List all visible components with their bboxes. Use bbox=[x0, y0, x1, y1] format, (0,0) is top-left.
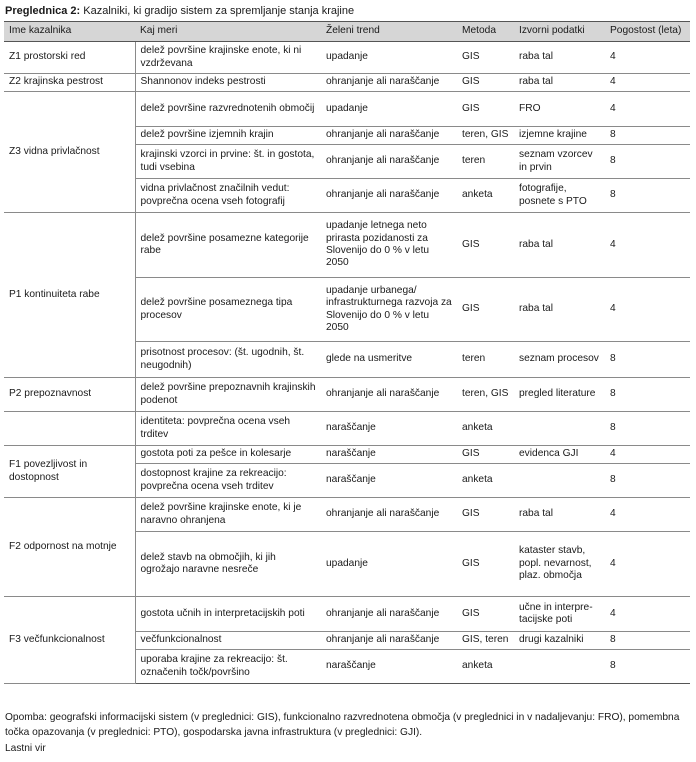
frequency-cell: 4 bbox=[605, 498, 690, 532]
table-row bbox=[4, 378, 690, 412]
indicators-table bbox=[4, 21, 690, 684]
measure-cell: delež površine razvrednotenih območij bbox=[135, 92, 321, 127]
method-cell: GIS bbox=[457, 597, 514, 632]
method-cell: anketa bbox=[457, 464, 514, 498]
table-row bbox=[4, 42, 690, 74]
method-cell: GIS bbox=[457, 74, 514, 92]
measure-cell: Shannonov indeks pestrosti bbox=[135, 74, 321, 92]
table-row bbox=[4, 74, 690, 92]
source-cell: seznam procesov bbox=[514, 342, 605, 378]
indicator-name: F2 odpornost na motnje bbox=[4, 498, 135, 597]
measure-cell: identiteta: povprečna ocena vseh trditev bbox=[135, 412, 321, 446]
trend-cell: ohranjanje ali naraščanje bbox=[321, 597, 457, 632]
measure-cell: delež stavb na območjih, ki jih ogrožajo naravne nesreče bbox=[135, 532, 321, 597]
measure-cell: gostota učnih in interpretacijskih poti bbox=[135, 597, 321, 632]
indicator-name: Z2 krajinska pestrost bbox=[4, 74, 135, 92]
method-cell: teren, GIS bbox=[457, 127, 514, 145]
trend-cell: naraščanje bbox=[321, 446, 457, 464]
measure-cell: prisotnost procesov: (št. ugodnih, št. neugodnih) bbox=[135, 342, 321, 378]
header-source-data: Izvorni podatki bbox=[514, 22, 605, 42]
indicator-name bbox=[4, 412, 135, 446]
frequency-cell: 4 bbox=[605, 278, 690, 342]
trend-cell: ohranjanje ali naraščanje bbox=[321, 632, 457, 650]
measure-cell: večfunkcionalnost bbox=[135, 632, 321, 650]
source-cell bbox=[514, 412, 605, 446]
frequency-cell: 8 bbox=[605, 412, 690, 446]
header-method: Metoda bbox=[457, 22, 514, 42]
source-cell: fotografije, posnete s PTO bbox=[514, 179, 605, 213]
source-cell: FRO bbox=[514, 92, 605, 127]
frequency-cell: 4 bbox=[605, 597, 690, 632]
trend-cell: upadanje letnega neto prirasta pozidanosti za Slovenijo do 0 % v letu 2050 bbox=[321, 213, 457, 278]
measure-cell: vidna privlačnost značilnih vedut: povprečna ocena vseh fotografij bbox=[135, 179, 321, 213]
trend-cell: ohranjanje ali naraščanje bbox=[321, 179, 457, 213]
table-caption bbox=[5, 4, 354, 18]
method-cell: teren bbox=[457, 342, 514, 378]
method-cell: teren, GIS bbox=[457, 378, 514, 412]
trend-cell: upadanje bbox=[321, 532, 457, 597]
method-cell: GIS bbox=[457, 278, 514, 342]
frequency-cell: 4 bbox=[605, 213, 690, 278]
measure-cell: krajinski vzorci in prvine: št. in gostota, tudi vsebina bbox=[135, 145, 321, 179]
trend-cell: naraščanje bbox=[321, 464, 457, 498]
trend-cell: naraščanje bbox=[321, 650, 457, 684]
trend-cell: naraščanje bbox=[321, 412, 457, 446]
table-row bbox=[4, 498, 690, 532]
method-cell: GIS bbox=[457, 532, 514, 597]
source-cell: kataster stavb, popl. nevarnost, plaz. območja bbox=[514, 532, 605, 597]
source-cell bbox=[514, 650, 605, 684]
trend-cell: ohranjanje ali naraščanje bbox=[321, 145, 457, 179]
frequency-cell: 8 bbox=[605, 632, 690, 650]
table-row bbox=[4, 92, 690, 127]
method-cell: GIS bbox=[457, 92, 514, 127]
method-cell: anketa bbox=[457, 650, 514, 684]
method-cell: GIS bbox=[457, 498, 514, 532]
source-cell: raba tal bbox=[514, 278, 605, 342]
trend-cell: upadanje bbox=[321, 92, 457, 127]
table-row bbox=[4, 446, 690, 464]
trend-cell: glede na usmeritve bbox=[321, 342, 457, 378]
indicator-name: P1 kontinuiteta rabe bbox=[4, 213, 135, 378]
frequency-cell: 8 bbox=[605, 650, 690, 684]
frequency-cell: 8 bbox=[605, 145, 690, 179]
source-cell: drugi kazalniki bbox=[514, 632, 605, 650]
trend-cell: ohranjanje ali naraščanje bbox=[321, 74, 457, 92]
frequency-cell: 8 bbox=[605, 127, 690, 145]
source-cell: učne in interpre-tacijske poti bbox=[514, 597, 605, 632]
method-cell: teren bbox=[457, 145, 514, 179]
method-cell: GIS bbox=[457, 446, 514, 464]
method-cell: anketa bbox=[457, 412, 514, 446]
source-cell bbox=[514, 464, 605, 498]
frequency-cell: 8 bbox=[605, 179, 690, 213]
measure-cell: delež površine prepoznavnih krajinskih podenot bbox=[135, 378, 321, 412]
measure-cell: delež površine posamezne kategorije rabe bbox=[135, 213, 321, 278]
method-cell: anketa bbox=[457, 179, 514, 213]
header-frequency: Pogostost (leta) bbox=[605, 22, 690, 42]
measure-cell: delež površine posameznega tipa procesov bbox=[135, 278, 321, 342]
header-desired-trend: Želeni trend bbox=[321, 22, 457, 42]
source-cell: raba tal bbox=[514, 42, 605, 74]
source-cell: seznam vzorcev in prvin bbox=[514, 145, 605, 179]
indicator-name: F1 povezljivost in dostopnost bbox=[4, 446, 135, 498]
measure-cell: delež površine izjemnih krajin bbox=[135, 127, 321, 145]
header-indicator-name: Ime kazalnika bbox=[4, 22, 135, 42]
indicator-name: Z1 prostorski red bbox=[4, 42, 135, 74]
source-line: Lastni vir bbox=[5, 743, 46, 754]
frequency-cell: 4 bbox=[605, 446, 690, 464]
method-cell: GIS bbox=[457, 213, 514, 278]
indicator-name: F3 večfunkcionalnost bbox=[4, 597, 135, 684]
source-cell: raba tal bbox=[514, 213, 605, 278]
frequency-cell: 8 bbox=[605, 342, 690, 378]
measure-cell: dostopnost krajine za rekreacijo: povprečna ocena vseh trditev bbox=[135, 464, 321, 498]
trend-cell: ohranjanje ali naraščanje bbox=[321, 498, 457, 532]
frequency-cell: 8 bbox=[605, 464, 690, 498]
indicator-name: P2 prepoznavnost bbox=[4, 378, 135, 412]
frequency-cell: 4 bbox=[605, 74, 690, 92]
source-cell: raba tal bbox=[514, 498, 605, 532]
method-cell: GIS, teren bbox=[457, 632, 514, 650]
measure-cell: gostota poti za pešce in kolesarje bbox=[135, 446, 321, 464]
table-footnote: Opomba: geografski informacijski sistem (v preglednici: GIS), funkcionalno razvrednotena območja (v preglednici in v nadaljevanju: FRO), pomembna točka opazovanja (v preglednici: PTO), gospodarska javna infrastruktura (v preglednici: GJI). bbox=[5, 712, 680, 738]
caption-text: Kazalniki, ki gradijo sistem za spremljanje stanja krajine bbox=[83, 5, 355, 17]
frequency-cell: 8 bbox=[605, 378, 690, 412]
method-cell: GIS bbox=[457, 42, 514, 74]
table-row bbox=[4, 412, 690, 446]
frequency-cell: 4 bbox=[605, 532, 690, 597]
trend-cell: upadanje bbox=[321, 42, 457, 74]
trend-cell: ohranjanje ali naraščanje bbox=[321, 378, 457, 412]
indicator-name: Z3 vidna privlačnost bbox=[4, 92, 135, 213]
measure-cell: delež površine krajinske enote, ki je naravno ohranjena bbox=[135, 498, 321, 532]
measure-cell: delež površine krajinske enote, ki ni vzdrževana bbox=[135, 42, 321, 74]
header-what-measures: Kaj meri bbox=[135, 22, 321, 42]
frequency-cell: 4 bbox=[605, 42, 690, 74]
table-row bbox=[4, 597, 690, 632]
caption-label: Preglednica 2: bbox=[5, 5, 81, 17]
source-cell: izjemne krajine bbox=[514, 127, 605, 145]
table-header-row bbox=[4, 22, 690, 42]
table-row bbox=[4, 213, 690, 278]
measure-cell: uporaba krajine za rekreacijo: št. označenih točk/površino bbox=[135, 650, 321, 684]
source-cell: evidenca GJI bbox=[514, 446, 605, 464]
trend-cell: upadanje urbanega/ infrastrukturnega razvoja za Slovenijo do 0 % v letu 2050 bbox=[321, 278, 457, 342]
source-cell: raba tal bbox=[514, 74, 605, 92]
source-cell: pregled literature bbox=[514, 378, 605, 412]
frequency-cell: 4 bbox=[605, 92, 690, 127]
trend-cell: ohranjanje ali naraščanje bbox=[321, 127, 457, 145]
